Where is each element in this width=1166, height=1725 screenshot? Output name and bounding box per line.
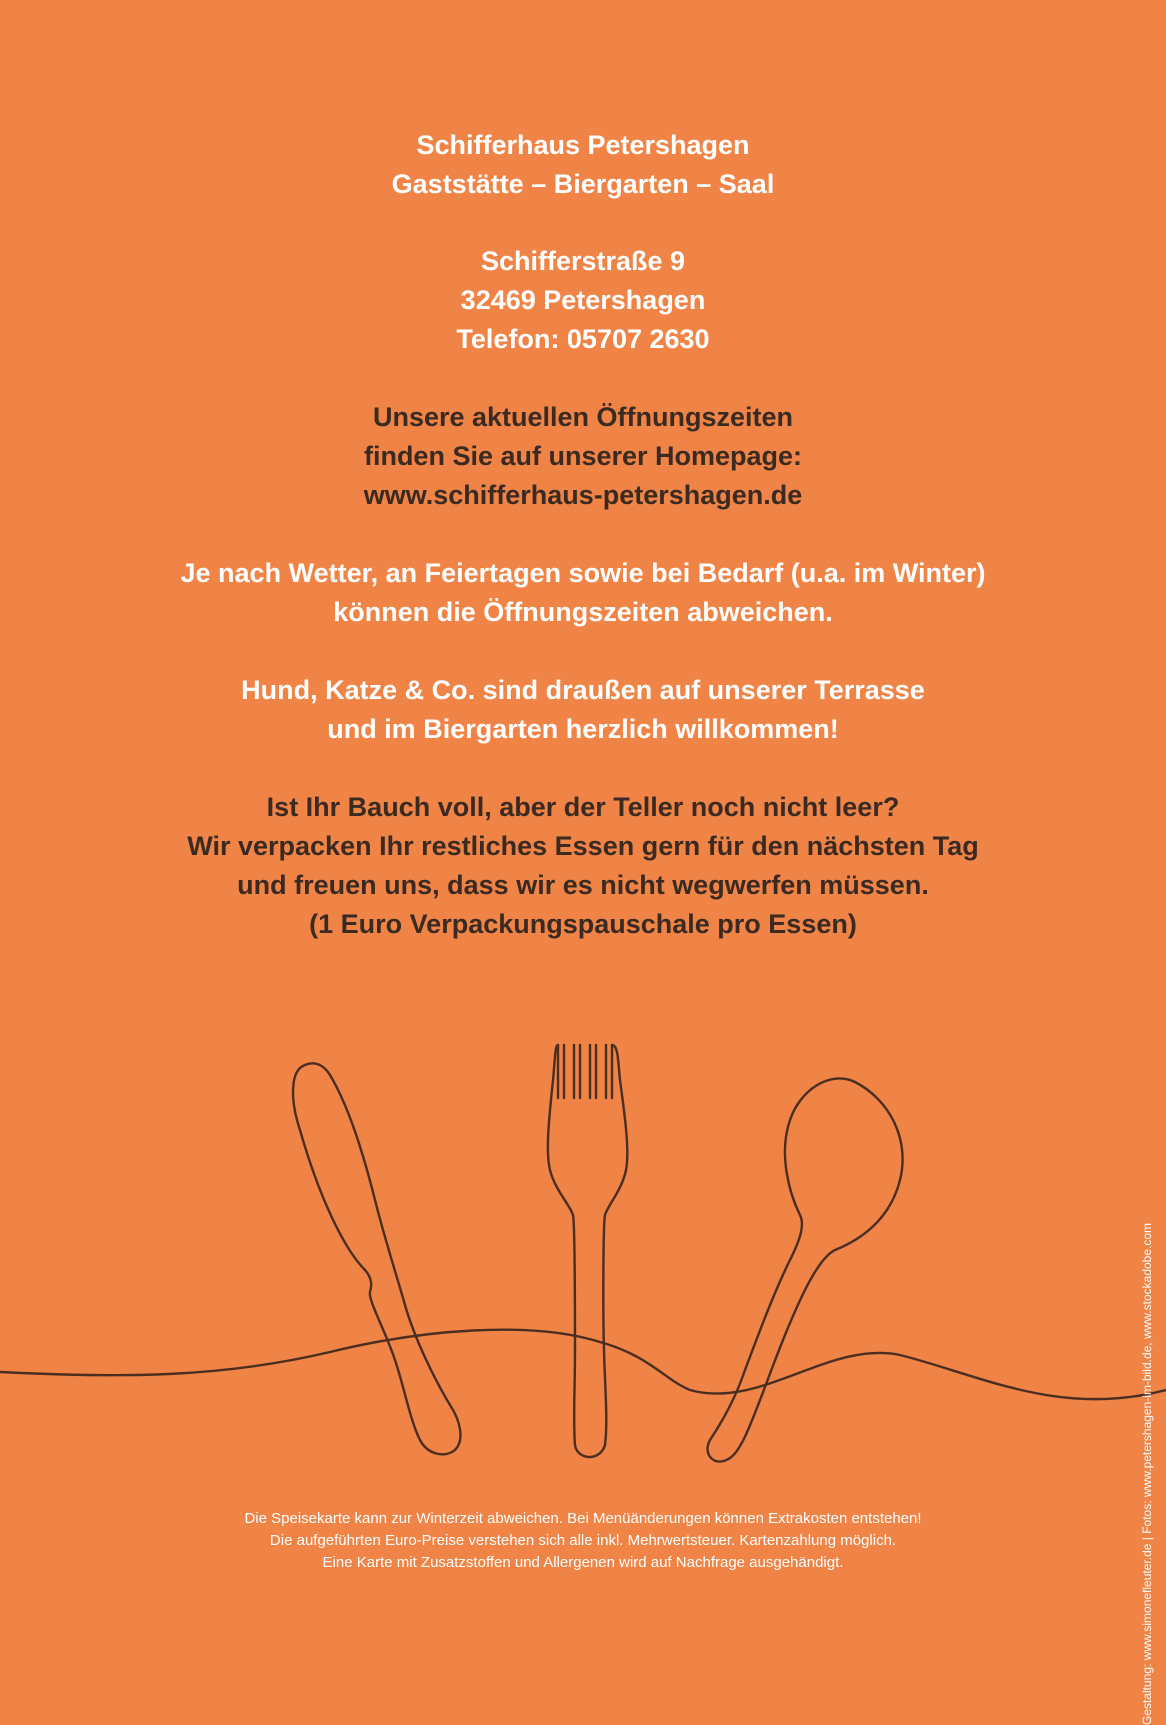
leftovers-note-line-4: (1 Euro Verpackungspauschale pro Essen) <box>309 909 857 939</box>
fork-icon <box>548 1045 627 1457</box>
weather-note-line-1: Je nach Wetter, an Feiertagen sowie bei Bedarf (u.a. im Winter) <box>180 558 986 588</box>
address-city: 32469 Petershagen <box>460 285 706 315</box>
design-credit: Gestaltung: www.simonefleuter.de | Fotos: www.petershagen-im-bild.de, www.stockadobe.com <box>1140 1222 1154 1725</box>
leftovers-note-line-1: Ist Ihr Bauch voll, aber der Teller noch nicht leer? <box>266 792 900 822</box>
knife-icon <box>293 1063 460 1454</box>
restaurant-subtitle: Gaststätte – Biergarten – Saal <box>391 169 775 199</box>
homepage-url: www.schifferhaus-petershagen.de <box>363 480 803 510</box>
weather-note-line-2: können die Öffnungszeiten abweichen. <box>333 597 833 627</box>
spoon-icon <box>708 1078 903 1461</box>
footer-line-3: Eine Karte mit Zusatzstoffen und Allergenen wird auf Nachfrage ausgehändigt. <box>322 1554 844 1571</box>
wave-line <box>0 1330 1166 1400</box>
pets-note-line-2: und im Biergarten herzlich willkommen! <box>327 714 839 744</box>
hours-line-2: finden Sie auf unserer Homepage: <box>363 441 803 471</box>
hours-line-1: Unsere aktuellen Öffnungszeiten <box>372 402 794 432</box>
address-street: Schifferstraße 9 <box>480 246 686 276</box>
address-phone: Telefon: 05707 2630 <box>456 324 710 354</box>
footer-line-1: Die Speisekarte kann zur Winterzeit abweichen. Bei Menüänderungen können Extrakosten entstehen! <box>244 1510 922 1527</box>
leftovers-note-line-2: Wir verpacken Ihr restliches Essen gern für den nächsten Tag <box>187 831 979 861</box>
footer-line-2: Die aufgeführten Euro-Preise verstehen sich alle inkl. Mehrwertsteuer. Kartenzahlung möglich. <box>269 1532 897 1549</box>
leftovers-note-line-3: und freuen uns, dass wir es nicht wegwerfen müssen. <box>237 870 929 900</box>
restaurant-name: Schifferhaus Petershagen <box>416 130 750 160</box>
pets-note-line-1: Hund, Katze & Co. sind draußen auf unserer Terrasse <box>241 675 925 705</box>
